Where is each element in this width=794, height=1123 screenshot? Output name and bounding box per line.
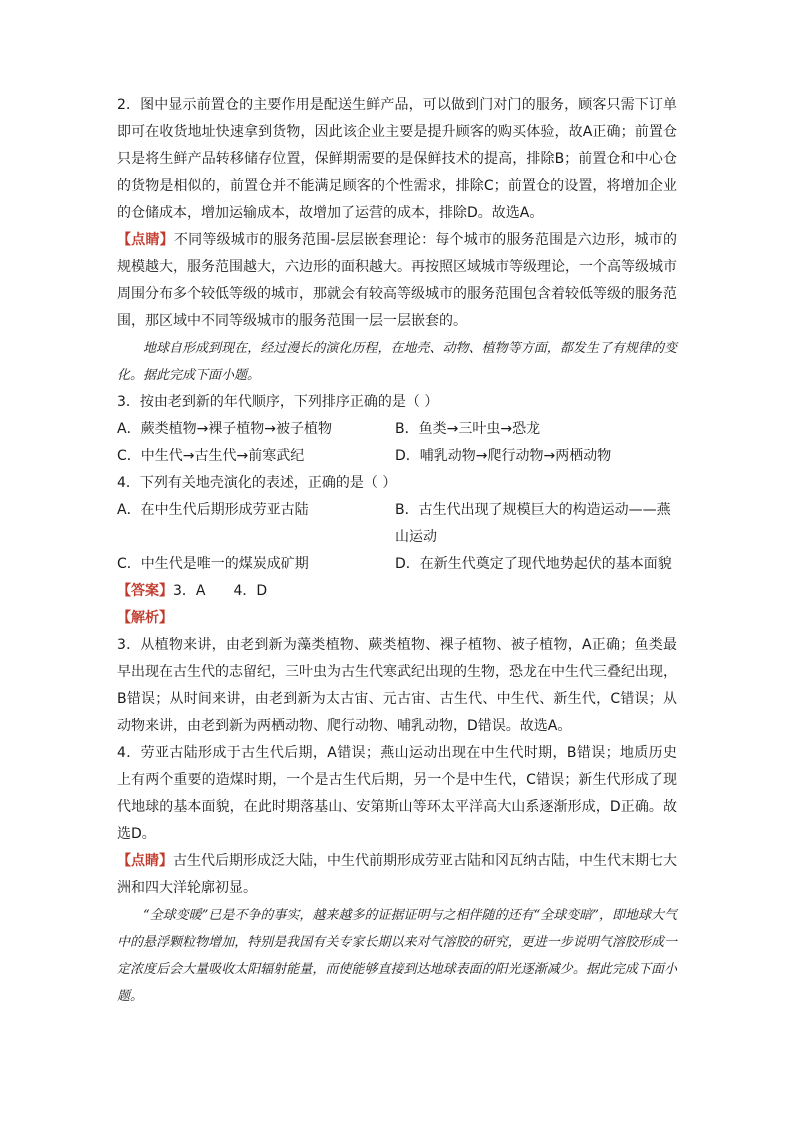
reading-material-1: 地球自形成到现在，经过漫长的演化历程，在地壳、动物、植物等方面，都发生了有规律的变化。据此完成下面小题。 <box>117 341 677 383</box>
q2-explanation: 2．图中显示前置仓的主要作用是配送生鲜产品，可以做到门对门的服务，顾客只需下订单即可在收货地址快速拿到货物，因此该企业主要是提升顾客的购买体验，故A正确；前置仓只是将生鲜产品转移储存位置，保鲜期需要的是保鲜技术的提高，排除B；前置仓和中心仓的货物是相似的，前置仓并不能满足顾客的个性需求，排除C；前置仓的设置，将增加企业的仓储成本，增加运输成本，故增加了运营的成本，排除D。故选A。 <box>117 97 677 221</box>
analysis-heading <box>117 605 677 632</box>
note-paragraph-1 <box>117 227 677 335</box>
reading-material-2: “全球变暖”已是不争的事实，越来越多的证据证明与之相伴随的还有“全球变暗”，即地球大气中的悬浮颗粒物增加，特别是我国有关专家长期以来对气溶胶的研究，更进一步说明气溶胶形成一定浓度后会大量吸收太阳辐射能量，而使能够直接到达地球表面的阳光逐渐减少。据此完成下面小题。 <box>117 908 677 1004</box>
question-3-option-d: D．哺乳动物→爬行动物→两栖动物 <box>395 448 612 464</box>
q4-explanation: 4．劳亚古陆形成于古生代后期，A错误；燕山运动出现在中生代时期，B错误；地质历史上有两个重要的造煤时期，一个是古生代后期，另一个是中生代，C错误；新生代形成了现代地球的基本面貌，在此时期落基山、安第斯山等环太平洋高大山系逐渐形成，D正确。故选D。 <box>117 745 677 842</box>
note-tag: 【点睛】 <box>117 232 174 248</box>
question-4-stem: 4．下列有关地壳演化的表述，正确的是（ ） <box>117 475 397 491</box>
answer-text: 3．A 4．D <box>173 583 268 599</box>
question-4-options-row-1 <box>117 497 677 551</box>
question-4-option-b: B．古生代出现了规模巨大的构造运动——燕山运动 <box>395 502 671 545</box>
question-3-stem: 3．按由老到新的年代顺序，下列排序正确的是（ ） <box>117 394 439 410</box>
question-4-option-a: A．在中生代后期形成劳亚古陆 <box>117 502 309 518</box>
q3-explanation: 3．从植物来讲，由老到新为藻类植物、蕨类植物、裸子植物、被子植物，A正确；鱼类最早出现在古生代的志留纪，三叶虫为古生代寒武纪出现的生物，恐龙在中生代三叠纪出现，B错误；从时间来讲，由老到新为太古宙、元古宙、古生代、中生代、新生代，C错误；从动物来讲，由老到新为两栖动物、爬行动物、哺乳动物，D错误。故选A。 <box>117 637 677 734</box>
question-3-option-b: B．鱼类→三叶虫→恐龙 <box>395 421 541 437</box>
note-paragraph-2 <box>117 848 677 902</box>
question-4-option-c: C．中生代是唯一的煤炭成矿期 <box>117 556 309 572</box>
question-3-options-row-2 <box>117 443 677 470</box>
answer-line <box>117 578 677 605</box>
note-tag-2: 【点睛】 <box>117 853 173 869</box>
document-page <box>117 92 677 1010</box>
note-text-2: 古生代后期形成泛大陆，中生代前期形成劳亚古陆和冈瓦纳古陆，中生代末期七大洲和四大洋轮廓初显。 <box>117 853 677 896</box>
note-text: 不同等级城市的服务范围-层层嵌套理论：每个城市的服务范围是六边形，城市的规模越大，服务范围越大，六边形的面积越大。再按照区域城市等级理论，一个高等级城市周围分布多个较低等级的城市，那就会有较高等级城市的服务范围包含着较低等级的服务范围，那区域中不同等级城市的服务范围一层一层嵌套的。 <box>117 232 677 329</box>
question-4-options-row-2 <box>117 551 677 578</box>
answer-tag: 【答案】 <box>117 583 173 599</box>
analysis-tag: 【解析】 <box>117 610 173 626</box>
question-3-option-a: A．蕨类植物→裸子植物→被子植物 <box>117 421 333 437</box>
question-3-option-c: C．中生代→古生代→前寒武纪 <box>117 448 305 464</box>
question-4-option-d: D．在新生代奠定了现代地势起伏的基本面貌 <box>395 556 672 572</box>
question-3-options-row-1 <box>117 416 677 443</box>
